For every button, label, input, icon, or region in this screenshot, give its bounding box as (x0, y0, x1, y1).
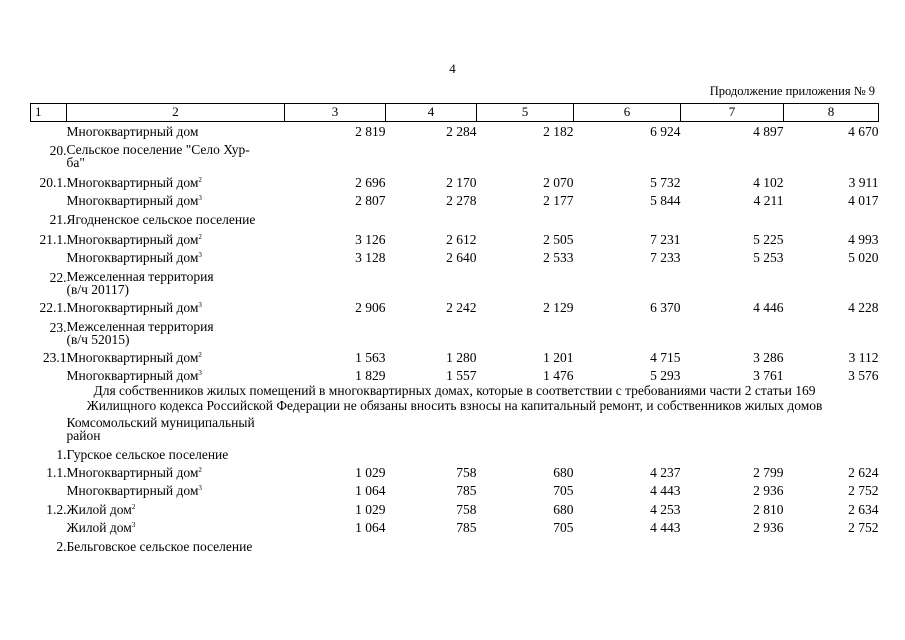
value-cell: 4 253 (650, 502, 681, 517)
value-cell: 6 370 (650, 300, 681, 315)
row-number: 22. (49, 270, 67, 285)
footnote-mark: 2 (131, 503, 136, 511)
value-cell (285, 139, 386, 169)
value-cell: 2 906 (355, 300, 386, 315)
row-number: 1.1. (46, 465, 67, 480)
value-cell (574, 265, 681, 296)
value-cell: 4 897 (753, 124, 784, 139)
row-name (67, 498, 285, 517)
footnote-mark: 2 (198, 351, 202, 359)
footnote-mark: 3 (198, 369, 202, 377)
value-cell (477, 535, 574, 554)
footnote-mark: 3 (198, 251, 202, 259)
footnote-mark: 3 (198, 301, 202, 309)
value-cell: 2 752 (848, 483, 879, 498)
row-number: 21. (49, 212, 67, 227)
table-row (31, 208, 879, 227)
value-cell: 2 242 (446, 300, 477, 315)
table-row (31, 462, 879, 480)
value-cell: 2 624 (848, 465, 879, 480)
value-cell: 5 293 (650, 368, 681, 383)
value-cell (285, 208, 386, 227)
row-name-text: Бельговское сельское поселение (66, 539, 253, 554)
value-cell (681, 413, 784, 442)
value-cell (477, 208, 574, 227)
value-cell (784, 208, 879, 227)
value-cell (477, 442, 574, 462)
row-name-text: Межселенная территория (66, 269, 214, 284)
value-cell (574, 535, 681, 554)
value-cell: 4 102 (753, 175, 784, 190)
value-cell (386, 535, 477, 554)
table-row (31, 139, 879, 169)
value-cell (681, 265, 784, 296)
value-cell: 5 253 (753, 250, 784, 265)
value-cell: 4 443 (650, 483, 681, 498)
value-cell: 1 476 (543, 368, 574, 383)
value-cell: 1 064 (355, 520, 386, 535)
row-name (67, 190, 285, 208)
value-cell: 4 443 (650, 520, 681, 535)
footnote-mark: 3 (198, 194, 202, 202)
value-cell: 2 936 (753, 483, 784, 498)
value-cell: 3 128 (355, 250, 386, 265)
value-cell: 7 231 (650, 232, 681, 247)
value-cell: 4 446 (753, 300, 784, 315)
column-header: 2 (67, 104, 285, 122)
value-cell: 3 126 (355, 232, 386, 247)
note-row (31, 383, 879, 413)
row-name-text: Межселенная территория (66, 319, 214, 334)
table-row (31, 517, 879, 535)
column-header: 7 (681, 104, 784, 122)
appendix-continuation: Продолжение приложения № 9 (709, 84, 875, 98)
value-cell (681, 442, 784, 462)
note-line: Жилищного кодекса Российской Федерации не обязаны вносить взносы на капитальный ремонт, и собственников жилых домов (86, 398, 823, 413)
value-cell: 705 (553, 520, 574, 535)
row-number: 23.1 (42, 350, 67, 365)
value-cell: 2 752 (848, 520, 879, 535)
table-row (31, 296, 879, 315)
row-name (67, 208, 285, 227)
row-name-text: Многоквартирный дом (66, 124, 199, 139)
value-cell: 4 211 (753, 193, 784, 208)
row-name (67, 315, 285, 346)
row-name (67, 346, 285, 365)
value-cell (386, 442, 477, 462)
value-cell: 6 924 (650, 124, 681, 139)
row-number: 23. (49, 320, 67, 335)
value-cell: 2 612 (446, 232, 477, 247)
value-cell (386, 315, 477, 346)
row-name (67, 169, 285, 190)
footnote-mark: 2 (198, 466, 202, 474)
row-name-text: Гурское сельское поселение (66, 447, 229, 462)
column-header: 4 (386, 104, 477, 122)
row-number (31, 122, 67, 140)
value-cell: 1 829 (355, 368, 386, 383)
table-row (31, 227, 879, 247)
value-cell: 3 286 (753, 350, 784, 365)
row-name-text: Ягодненское сельское поселение (66, 212, 256, 227)
table-row (31, 265, 879, 296)
row-name-text: Многоквартирный дом (66, 175, 199, 190)
column-header: 5 (477, 104, 574, 122)
value-cell (386, 413, 477, 442)
row-number: 2. (56, 539, 67, 554)
value-cell: 1 029 (355, 502, 386, 517)
value-cell (784, 413, 879, 442)
row-name-continued: (в/ч 20117) (66, 282, 130, 297)
row-number (31, 413, 67, 442)
table-row (31, 346, 879, 365)
row-name-text: Многоквартирный дом (66, 350, 199, 365)
row-name (67, 413, 285, 442)
value-cell (477, 139, 574, 169)
row-number (31, 247, 67, 265)
page-number: 4 (449, 61, 456, 76)
row-name-text: Многоквартирный дом (66, 300, 199, 315)
value-cell: 2 177 (543, 193, 574, 208)
row-number (31, 190, 67, 208)
column-header: 1 (31, 104, 67, 122)
table-row (31, 480, 879, 498)
row-number: 1.2. (46, 502, 67, 517)
row-name (67, 296, 285, 315)
table-row (31, 442, 879, 462)
value-cell: 5 732 (650, 175, 681, 190)
row-name (67, 265, 285, 296)
value-cell: 3 576 (848, 368, 879, 383)
row-name-text: Многоквартирный дом (66, 193, 199, 208)
value-cell (574, 139, 681, 169)
value-cell (681, 535, 784, 554)
footnote-mark: 2 (198, 176, 202, 184)
value-cell (285, 442, 386, 462)
table-row (31, 190, 879, 208)
value-cell (285, 315, 386, 346)
value-cell (477, 315, 574, 346)
value-cell: 3 911 (848, 175, 879, 190)
row-name (67, 462, 285, 480)
row-name-text: Жилой дом (66, 520, 132, 535)
table-row (31, 498, 879, 517)
row-name-text: Многоквартирный дом (66, 232, 199, 247)
column-header: 8 (784, 104, 879, 122)
value-cell: 2 278 (446, 193, 477, 208)
row-name (67, 442, 285, 462)
footnote-mark: 2 (198, 233, 202, 241)
value-cell: 680 (553, 502, 574, 517)
value-cell: 758 (456, 465, 477, 480)
value-cell: 5 020 (848, 250, 879, 265)
value-cell: 5 225 (753, 232, 784, 247)
value-cell (285, 535, 386, 554)
value-cell: 1 563 (355, 350, 386, 365)
value-cell: 1 201 (543, 350, 574, 365)
value-cell: 785 (456, 483, 477, 498)
tariff-table (30, 103, 879, 554)
value-cell: 2 533 (543, 250, 574, 265)
value-cell: 1 557 (446, 368, 477, 383)
value-cell (681, 315, 784, 346)
value-cell (784, 139, 879, 169)
value-cell: 5 844 (650, 193, 681, 208)
table-row (31, 413, 879, 442)
value-cell: 7 233 (650, 250, 681, 265)
value-cell: 4 237 (650, 465, 681, 480)
value-cell (477, 413, 574, 442)
value-cell (681, 139, 784, 169)
value-cell: 4 228 (848, 300, 879, 315)
value-cell: 1 064 (355, 483, 386, 498)
column-header: 6 (574, 104, 681, 122)
row-name (67, 247, 285, 265)
row-name (67, 139, 285, 169)
value-cell (784, 535, 879, 554)
note-line: Для собственников жилых помещений в многоквартирных домах, которые в соответствии с требованиями части 2 статьи 169 (93, 383, 816, 398)
value-cell: 2 807 (355, 193, 386, 208)
value-cell: 2 284 (446, 124, 477, 139)
footnote-mark: 3 (198, 484, 202, 492)
value-cell (386, 208, 477, 227)
row-number: 21.1. (39, 232, 67, 247)
value-cell (574, 315, 681, 346)
row-name-text: Комсомольский муниципальный (66, 415, 255, 430)
row-number: 1. (56, 447, 67, 462)
value-cell: 705 (553, 483, 574, 498)
value-cell (784, 265, 879, 296)
row-number (31, 365, 67, 383)
value-cell: 2 505 (543, 232, 574, 247)
value-cell: 4 670 (848, 124, 879, 139)
value-cell: 2 936 (753, 520, 784, 535)
table-row (31, 365, 879, 383)
value-cell: 2 182 (543, 124, 574, 139)
row-number (31, 480, 67, 498)
value-cell (574, 208, 681, 227)
value-cell: 1 280 (446, 350, 477, 365)
row-name-continued: (в/ч 52015) (66, 332, 130, 347)
row-name-continued: ба" (66, 155, 85, 170)
row-number: 20. (49, 143, 67, 158)
value-cell: 1 029 (355, 465, 386, 480)
value-cell: 3 761 (753, 368, 784, 383)
row-name (67, 535, 285, 554)
row-name (67, 227, 285, 247)
value-cell (681, 208, 784, 227)
row-name (67, 480, 285, 498)
value-cell (386, 265, 477, 296)
row-name (67, 122, 285, 140)
value-cell (574, 413, 681, 442)
row-name-text: Многоквартирный дом (66, 465, 199, 480)
value-cell: 4 993 (848, 232, 879, 247)
value-cell: 758 (456, 502, 477, 517)
value-cell (477, 265, 574, 296)
row-name (67, 365, 285, 383)
value-cell: 2 634 (848, 502, 879, 517)
table-row (31, 535, 879, 554)
table-row (31, 122, 879, 140)
value-cell (574, 442, 681, 462)
row-name-continued: район (66, 428, 101, 443)
value-cell: 2 129 (543, 300, 574, 315)
column-header: 3 (285, 104, 386, 122)
header-row (31, 104, 879, 122)
value-cell: 4 017 (848, 193, 879, 208)
value-cell: 2 170 (446, 175, 477, 190)
value-cell (784, 442, 879, 462)
value-cell: 785 (456, 520, 477, 535)
value-cell: 3 112 (848, 350, 879, 365)
row-name (67, 517, 285, 535)
row-number: 20.1. (39, 175, 67, 190)
footnote-mark: 3 (131, 521, 136, 529)
value-cell (386, 139, 477, 169)
value-cell: 2 810 (753, 502, 784, 517)
table-row (31, 315, 879, 346)
row-number (31, 517, 67, 535)
value-cell: 2 819 (355, 124, 386, 139)
row-name-text: Многоквартирный дом (66, 483, 199, 498)
row-name-text: Жилой дом (66, 502, 132, 517)
row-name-text: Сельское поселение "Село Хур- (66, 142, 250, 157)
value-cell: 680 (553, 465, 574, 480)
row-number: 22.1. (39, 300, 67, 315)
value-cell: 2 070 (543, 175, 574, 190)
value-cell (285, 413, 386, 442)
table-row (31, 247, 879, 265)
row-name-text: Многоквартирный дом (66, 250, 199, 265)
value-cell: 2 799 (753, 465, 784, 480)
owners-note (31, 383, 879, 413)
value-cell: 2 696 (355, 175, 386, 190)
value-cell (784, 315, 879, 346)
value-cell: 4 715 (650, 350, 681, 365)
value-cell (285, 265, 386, 296)
value-cell: 2 640 (446, 250, 477, 265)
table-row (31, 169, 879, 190)
row-name-text: Многоквартирный дом (66, 368, 199, 383)
